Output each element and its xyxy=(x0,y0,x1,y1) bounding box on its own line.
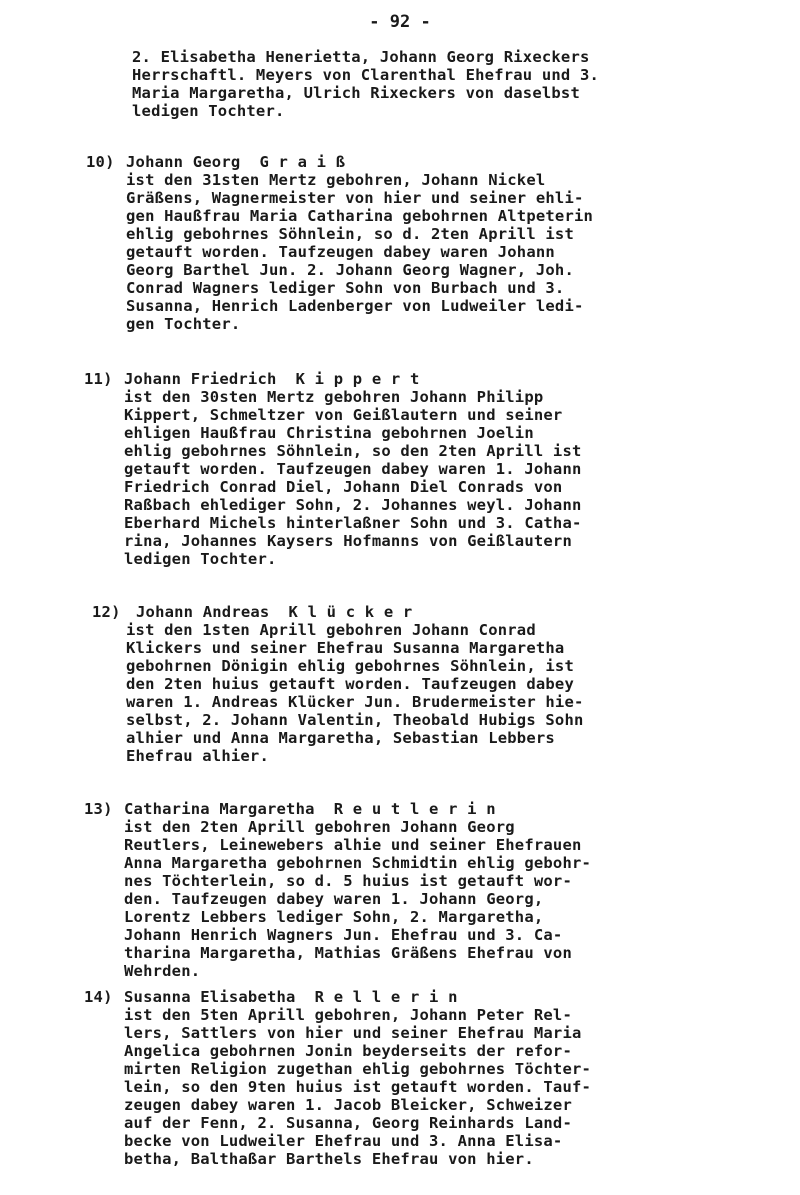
entry-line: den 2ten huius getauft worden. Taufzeugen dabey xyxy=(126,675,574,693)
entry-line: Wehrden. xyxy=(124,962,201,980)
entry-line: Friedrich Conrad Diel, Johann Diel Conrads von xyxy=(124,478,563,496)
entry-line: ehligen Haußfrau Christina gebohrnen Joelin xyxy=(124,424,534,442)
entry-number: 13) xyxy=(84,800,113,818)
entry-number: 12) xyxy=(92,603,121,621)
entry-line: mirten Religion zugethan ehlig gebohrnes Töchter- xyxy=(124,1060,592,1078)
entry-line: Reutlers, Leinewebers alhie und seiner Ehefrauen xyxy=(124,836,582,854)
entry-line: getauft worden. Taufzeugen dabey waren 1. Johann xyxy=(124,460,582,478)
intro-line: Herrschaftl. Meyers von Clarenthal Ehefrau und 3. xyxy=(132,66,600,84)
entry-line: ist den 30sten Mertz gebohren Johann Philipp xyxy=(124,388,544,406)
entry-line: Raßbach ehlediger Sohn, 2. Johannes weyl. Johann xyxy=(124,496,582,514)
intro-line: 2. Elisabetha Henerietta, Johann Georg Rixeckers xyxy=(132,48,590,66)
entry-line: selbst, 2. Johann Valentin, Theobald Hubigs Sohn xyxy=(126,711,584,729)
entry-line: becke von Ludweiler Ehefrau und 3. Anna Elisa- xyxy=(124,1132,563,1150)
entry-line: auf der Fenn, 2. Susanna, Georg Reinhards Land- xyxy=(124,1114,572,1132)
entry-heading: Susanna Elisabetha R e l l e r i n xyxy=(124,988,458,1006)
entry-heading: Johann Andreas K l ü c k e r xyxy=(136,603,413,621)
entry-heading: Catharina Margaretha R e u t l e r i n xyxy=(124,800,496,818)
entry-line: waren 1. Andreas Klücker Jun. Brudermeister hie- xyxy=(126,693,584,711)
entry-line: Georg Barthel Jun. 2. Johann Georg Wagner, Joh. xyxy=(126,261,574,279)
entry-line: Anna Margaretha gebohrnen Schmidtin ehlig gebohr- xyxy=(124,854,592,872)
intro-line: Maria Margaretha, Ulrich Rixeckers von daselbst xyxy=(132,84,580,102)
entry-number: 10) xyxy=(86,153,115,171)
entry-line: gen Tochter. xyxy=(126,315,241,333)
entry-line: Klickers und seiner Ehefrau Susanna Margaretha xyxy=(126,639,565,657)
entry-line: Lorentz Lebbers lediger Sohn, 2. Margaretha, xyxy=(124,908,544,926)
entry-line: den. Taufzeugen dabey waren 1. Johann Georg, xyxy=(124,890,544,908)
entry-line: Angelica gebohrnen Jonin beyderseits der refor- xyxy=(124,1042,572,1060)
entry-line: ist den 5ten Aprill gebohren, Johann Peter Rel- xyxy=(124,1006,572,1024)
entry-line: zeugen dabey waren 1. Jacob Bleicker, Schweizer xyxy=(124,1096,572,1114)
entry-line: rina, Johannes Kaysers Hofmanns von Geißlautern xyxy=(124,532,572,550)
entry-line: Susanna, Henrich Ladenberger von Ludweiler ledi- xyxy=(126,297,584,315)
entry-line: gen Haußfrau Maria Catharina gebohrnen Altpeterin xyxy=(126,207,594,225)
entry-line: gebohrnen Dönigin ehlig gebohrnes Söhnlein, ist xyxy=(126,657,574,675)
entry-line: betha, Balthaßar Barthels Ehefrau von hier. xyxy=(124,1150,534,1168)
entry-heading: Johann Georg G r a i ß xyxy=(126,153,346,171)
entry-line: nes Töchterlein, so d. 5 huius ist getauft wor- xyxy=(124,872,572,890)
entry-line: lein, so den 9ten huius ist getauft worden. Tauf- xyxy=(124,1078,592,1096)
entry-line: Conrad Wagners lediger Sohn von Burbach und 3. xyxy=(126,279,565,297)
entry-line: tharina Margaretha, Mathias Gräßens Ehefrau von xyxy=(124,944,572,962)
entry-number: 11) xyxy=(84,370,113,388)
entry-line: ehlig gebohrnes Söhnlein, so d. 2ten Aprill ist xyxy=(126,225,574,243)
entry-line: Eberhard Michels hinterlaßner Sohn und 3. Catha- xyxy=(124,514,582,532)
entry-heading: Johann Friedrich K i p p e r t xyxy=(124,370,420,388)
page-number: - 92 - xyxy=(369,12,431,32)
entry-line: ehlig gebohrnes Söhnlein, so den 2ten Aprill ist xyxy=(124,442,582,460)
entry-line: ist den 31sten Mertz gebohren, Johann Nickel xyxy=(126,171,546,189)
entry-line: lers, Sattlers von hier und seiner Ehefrau Maria xyxy=(124,1024,582,1042)
entry-line: Ehefrau alhier. xyxy=(126,747,269,765)
entry-line: ist den 2ten Aprill gebohren Johann Georg xyxy=(124,818,515,836)
entry-line: alhier und Anna Margaretha, Sebastian Lebbers xyxy=(126,729,555,747)
entry-line: ledigen Tochter. xyxy=(124,550,277,568)
entry-line: Johann Henrich Wagners Jun. Ehefrau und 3. Ca- xyxy=(124,926,563,944)
entry-number: 14) xyxy=(84,988,113,1006)
entry-line: getauft worden. Taufzeugen dabey waren Johann xyxy=(126,243,555,261)
entry-line: ist den 1sten Aprill gebohren Johann Conrad xyxy=(126,621,536,639)
entry-line: Kippert, Schmeltzer von Geißlautern und seiner xyxy=(124,406,563,424)
entry-line: Gräßens, Wagnermeister von hier und seiner ehli- xyxy=(126,189,584,207)
intro-line: ledigen Tochter. xyxy=(132,102,285,120)
